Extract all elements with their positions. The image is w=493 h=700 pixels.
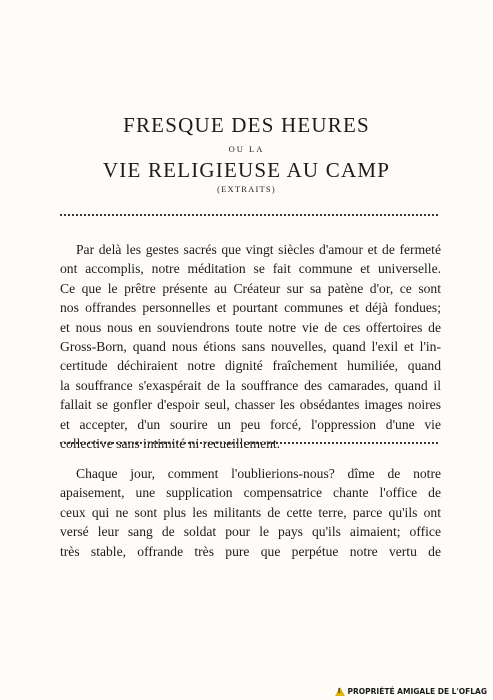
paragraph-2 <box>60 464 441 561</box>
paragraph-line: nos offrandes personnelles et pourtant communes et déjà fondues; <box>60 300 441 316</box>
title-line-2: VIE RELIGIEUSE AU CAMP <box>102 158 391 182</box>
paragraph-line: très stable, offrande très pure que perpétue notre vertu de <box>60 543 441 559</box>
paragraph-line: collective sans intimité ni recueillement. <box>60 436 281 452</box>
paragraph-line: ceux qui ne sont plus les militants de cette terre, parce qu'ils ont <box>60 504 441 520</box>
paragraph-line: Gross-Born, quand nous étions sans nouvelles, quand l'exil et l'in- <box>60 339 441 355</box>
paragraph-line: la souffrance s'exaspérait de la souffrance des camarades, quand il <box>60 377 441 393</box>
ownership-footer <box>335 687 488 696</box>
paragraph-line: fallait se gonfler d'espoir seul, chasser les obsédantes images noires <box>60 397 441 413</box>
warning-icon <box>335 687 345 696</box>
paragraph-1 <box>60 240 441 453</box>
title-connector: OU LA <box>228 144 265 154</box>
paragraph-line: Par delà les gestes sacrés que vingt siècles d'amour et de fermeté <box>76 242 441 257</box>
subtitle: (EXTRAITS) <box>217 184 276 194</box>
dotted-separator-top <box>60 214 438 216</box>
paragraph-line: Ce que le prêtre présente au Créateur sur sa patène d'or, ce sont <box>60 280 441 296</box>
footer-text: PROPRIÉTÉ AMIGALE DE L'OFLAG <box>347 687 487 696</box>
paragraph-line: ont accomplis, notre méditation se fait commune et universelle. <box>60 261 441 277</box>
dotted-separator-middle <box>60 442 438 444</box>
title-line-1: FRESQUE DES HEURES <box>123 113 370 137</box>
paragraph-line: et nous nous en souviendrons toute notre vie de ces offertoires de <box>60 319 441 335</box>
paragraph-line: certitude déchiraient notre dignité fraîchement humiliée, quand <box>60 358 441 374</box>
paragraph-line: Chaque jour, comment l'oublierions-nous? dîme de notre <box>76 466 441 481</box>
paragraph-line: apaisement, une supplication compensatrice chante l'office de <box>60 485 441 501</box>
paragraph-line: versé leur sang de soldat pour le pays qu'ils aimaient; office <box>60 524 441 540</box>
paragraph-line: et accepter, d'un sourire un peu forcé, l'oppression d'une vie <box>60 416 441 432</box>
